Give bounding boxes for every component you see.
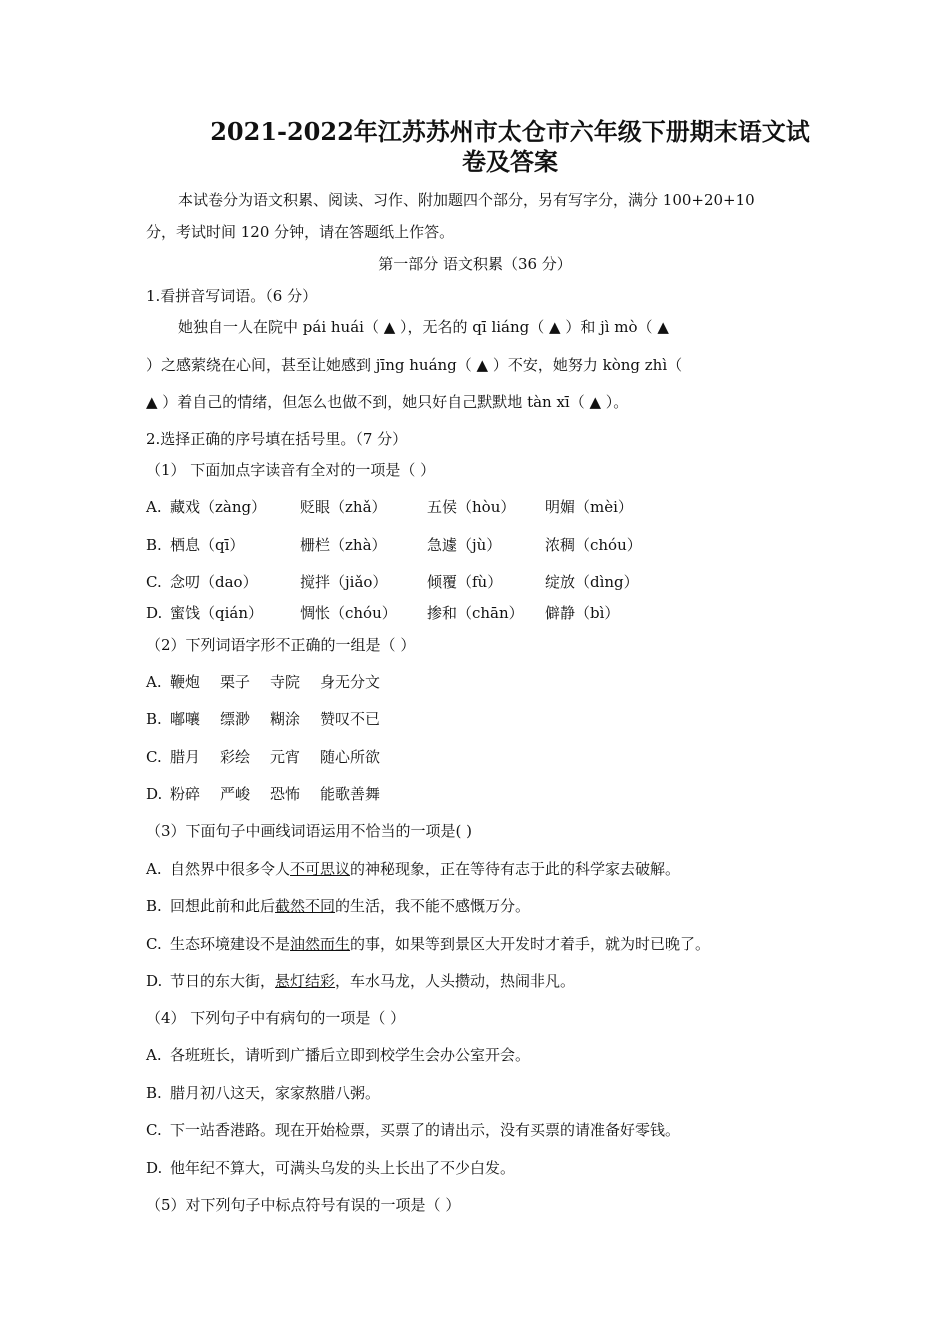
option-label: C.	[146, 748, 162, 766]
q2-sub4-heading: （4） 下列句子中有病句的一项是（ ）	[146, 1009, 406, 1027]
option-label: B.	[146, 1084, 162, 1102]
option-label: C.	[146, 1121, 162, 1139]
option-item: 缥渺	[220, 710, 251, 728]
sentence-text: 的生活，我不能不感慨万分。	[335, 897, 531, 915]
option-row	[146, 971, 575, 991]
option-label: A.	[146, 673, 162, 691]
option-item: 彩绘	[220, 748, 251, 766]
option-label: B.	[146, 710, 162, 728]
intro-line1: 本试卷分为语文积累、阅读、习作、附加题四个部分，另有写字分，满分 100+20+10	[178, 191, 755, 209]
option-label: D.	[146, 785, 163, 803]
option-row	[146, 1120, 680, 1140]
option-row	[146, 1158, 515, 1178]
option-row	[146, 497, 665, 517]
option-row	[146, 709, 410, 729]
underlined-phrase: 不可思议	[290, 860, 351, 878]
option-row	[146, 784, 410, 804]
option-item: 贬眼（zhǎ）	[300, 498, 387, 516]
option-item: 五侯（hòu）	[427, 498, 516, 516]
option-item: 浓稠（chóu）	[545, 536, 642, 554]
option-item: 念叨（dao）	[170, 573, 258, 591]
option-item: 赞叹不已	[320, 710, 381, 728]
option-row	[146, 896, 530, 916]
sentence-text: 的事，如果等到景区大开发时才着手，就为时已晚了。	[350, 935, 711, 953]
option-row	[146, 747, 410, 767]
option-row	[146, 672, 410, 692]
q2-heading: 2.选择正确的序号填在括号里。（7 分）	[146, 430, 408, 448]
option-item: 绽放（dìng）	[545, 573, 639, 591]
option-item: 恐怖	[270, 785, 301, 803]
option-item: 急遽（jù）	[427, 536, 502, 554]
sentence-text: 下一站香港路。现在开始检票，买票了的请出示，没有买票的请准备好零钱。	[170, 1121, 681, 1139]
option-item: 元宵	[270, 748, 301, 766]
option-row	[146, 1083, 380, 1103]
q2-sub5-heading: （5）对下列句子中标点符号有误的一项是（ ）	[146, 1196, 461, 1214]
option-item: 明媚（mèi）	[545, 498, 633, 516]
option-item: 身无分文	[320, 673, 381, 691]
option-item: 粉碎	[170, 785, 201, 803]
exam-title-line2: 卷及答案	[462, 147, 558, 176]
intro-line2: 分，考试时间 120 分钟，请在答题纸上作答。	[146, 223, 455, 241]
option-row	[146, 934, 710, 954]
option-item: 严峻	[220, 785, 251, 803]
option-label: C.	[146, 573, 162, 591]
sentence-text: 他年纪不算大，可满头乌发的头上长出了不少白发。	[170, 1159, 516, 1177]
option-row	[146, 572, 665, 592]
q1-heading: 1.看拼音写词语。（6 分）	[146, 287, 318, 305]
q2-sub3-heading: （3）下面句子中画线词语运用不恰当的一项是( )	[146, 822, 473, 840]
option-item: 腊月	[170, 748, 201, 766]
sentence-text: 的神秘现象，正在等待有志于此的科学家去破解。	[350, 860, 681, 878]
option-row	[146, 535, 665, 555]
option-row	[146, 603, 665, 623]
option-row	[146, 1045, 530, 1065]
option-item: 掺和（chān）	[427, 604, 524, 622]
option-label: C.	[146, 935, 162, 953]
sentence-text: 自然界中很多令人	[170, 860, 291, 878]
option-item: 蜜饯（qián）	[170, 604, 264, 622]
exam-title-line1: 2021-2022年江苏苏州市太仓市六年级下册期末语文试	[210, 117, 810, 146]
option-item: 寺院	[270, 673, 301, 691]
sentence-text: 节日的东大街，	[170, 972, 276, 990]
option-item: 搅拌（jiǎo）	[300, 573, 388, 591]
q1-line3: ▲ ）着自己的情绪，但怎么也做不到，她只好自己默默地 tàn xī（ ▲ ）。	[146, 393, 629, 411]
option-item: 栖息（qī）	[170, 536, 245, 554]
underlined-phrase: 截然不同	[275, 897, 336, 915]
q2-sub1-heading: （1） 下面加点字读音有全对的一项是（ ）	[146, 461, 436, 479]
option-item: 栗子	[220, 673, 251, 691]
option-label: A.	[146, 498, 162, 516]
part1-heading: 第一部分 语文积累（36 分）	[378, 255, 572, 273]
option-item: 栅栏（zhà）	[300, 536, 387, 554]
option-item: 能歌善舞	[320, 785, 381, 803]
option-label: B.	[146, 897, 162, 915]
option-label: A.	[146, 860, 162, 878]
option-row	[146, 859, 680, 879]
option-item: 随心所欲	[320, 748, 381, 766]
option-item: 僻静（bì）	[545, 604, 620, 622]
option-item: 糊涂	[270, 710, 301, 728]
underlined-phrase: 油然而生	[290, 935, 351, 953]
option-item: 鞭炮	[170, 673, 201, 691]
q1-line2: ）之感萦绕在心间，甚至让她感到 jīng huáng（ ▲ ）不安，她努力 kòng zhì（	[146, 356, 683, 374]
option-item: 藏戏（zàng）	[170, 498, 267, 516]
option-label: A.	[146, 1046, 162, 1064]
option-label: D.	[146, 972, 163, 990]
option-label: D.	[146, 604, 163, 622]
option-item: 嘟嚷	[170, 710, 201, 728]
q1-line1: 她独自一人在院中 pái huái（ ▲ ），无名的 qī liáng（ ▲ ）和 jì mò（ ▲	[178, 318, 669, 336]
option-label: D.	[146, 1159, 163, 1177]
sentence-text: 腊月初八这天，家家熬腊八粥。	[170, 1084, 381, 1102]
sentence-text: 生态环境建设不是	[170, 935, 291, 953]
option-item: 惆怅（chóu）	[300, 604, 397, 622]
sentence-text: 各班班长，请听到广播后立即到校学生会办公室开会。	[170, 1046, 531, 1064]
sentence-text: ，车水马龙，人头攒动，热闹非凡。	[335, 972, 576, 990]
underlined-phrase: 悬灯结彩	[275, 972, 336, 990]
q2-sub2-heading: （2）下列词语字形不正确的一组是（ ）	[146, 636, 416, 654]
sentence-text: 回想此前和此后	[170, 897, 276, 915]
option-label: B.	[146, 536, 162, 554]
option-item: 倾覆（fù）	[427, 573, 503, 591]
